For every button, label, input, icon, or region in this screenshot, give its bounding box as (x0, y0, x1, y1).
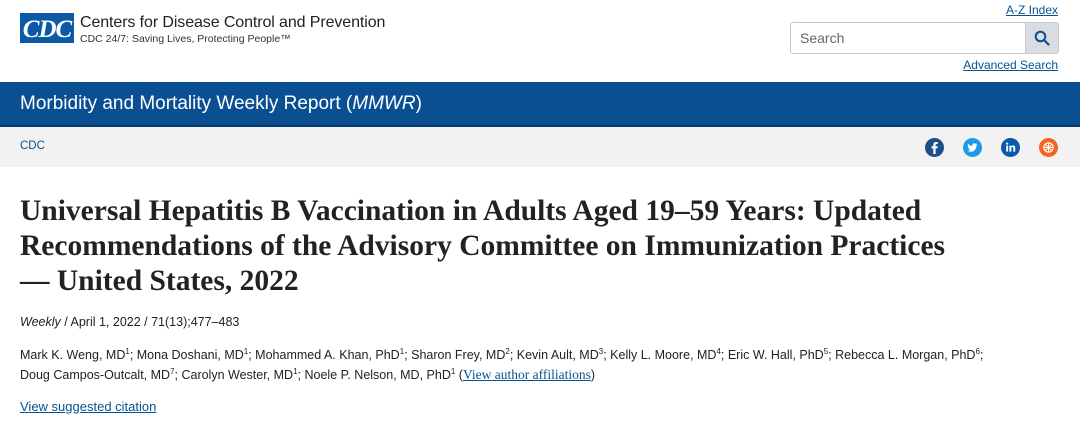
cdc-logo-mark: CDC (20, 13, 74, 43)
mmwr-title-prefix: Morbidity and Mortality Weekly Report ( (20, 93, 353, 114)
author: Kelly L. Moore, $MD^4$; (610, 346, 728, 362)
twitter-icon[interactable] (963, 138, 982, 157)
author: Eric W. Hall, PhD$^5$; (727, 346, 836, 362)
author: Kevin Ault, $MD^3$; (516, 346, 611, 362)
article-title-line: Universal Hepatitis B Vaccination in Adults Aged 19–59 Years: Updated (20, 195, 922, 227)
author: Doug Campos-Outcalt, $MD^7$; (20, 366, 182, 382)
social-share-bar (925, 138, 1058, 157)
author-list: Mark K. Weng, $MD^1$; Mona Doshani, $MD^1$; Mohammed A. Khan, PhD$^1$; Sharon Frey, $MD^2$; Kevin Ault, $MD^3$; Kelly L. Moore, $MD^4$; Eric W. Hall, PhD$^5$; Rebecca L. Morgan, PhD$^6$; Doug Campos-Outcalt, $MD^7$; Carolyn Wester, $MD^1$; Noele P. Nelson, MD, PhD$^1$ (View author affiliations) (20, 346, 984, 382)
breadcrumb-row (0, 127, 1080, 167)
cdc-logo-text (80, 13, 385, 46)
site-header (0, 0, 1080, 82)
facebook-icon[interactable] (925, 138, 944, 157)
author: Mona Doshani, $MD^1$; (136, 346, 256, 362)
author: Noele P. Nelson, MD, PhD$^1$ (304, 366, 456, 382)
az-index-link[interactable]: A-Z Index (1005, 3, 1058, 17)
mmwr-title[interactable] (20, 92, 422, 116)
search-icon (1034, 30, 1050, 46)
site-name: Centers for Disease Control and Prevention (80, 14, 386, 31)
author: Sharon Frey, $MD^2$; (411, 346, 517, 362)
view-suggested-citation-link[interactable]: View suggested citation (20, 399, 157, 414)
cdc-logo[interactable] (20, 13, 385, 46)
mmwr-title-suffix: ) (415, 93, 422, 114)
article-series: Weekly (20, 315, 61, 329)
syndicate-icon[interactable] (1039, 138, 1058, 157)
mmwr-title-bar (0, 82, 1080, 127)
search-input[interactable] (790, 22, 1025, 54)
author: Carolyn Wester, $MD^1$; (181, 366, 305, 382)
author: Rebecca L. Morgan, PhD$^6$; (835, 346, 984, 362)
author: Mohammed A. Khan, PhD$^1$; (255, 346, 412, 362)
breadcrumb-cdc[interactable]: CDC (20, 140, 45, 152)
view-author-affiliations-link[interactable]: View author affiliations (462, 367, 591, 382)
article-meta (20, 315, 239, 329)
article-title (20, 194, 1060, 299)
linkedin-icon[interactable] (1001, 138, 1020, 157)
article (0, 167, 1080, 425)
search-box (790, 22, 1059, 54)
advanced-search-link[interactable]: Advanced Search (963, 58, 1058, 72)
article-date-volume: / April 1, 2022 / 71(13);477–483 (60, 315, 240, 329)
author: Mark K. Weng, $MD^1$; (20, 346, 137, 362)
article-title-line: Recommendations of the Advisory Committee on Immunization Practices (20, 230, 946, 262)
site-tagline: CDC 24/7: Saving Lives, Protecting People™ (80, 33, 291, 45)
mmwr-title-abbr: MMWR (352, 93, 416, 114)
search-button[interactable] (1025, 22, 1059, 54)
article-title-line: — United States, 2022 (20, 265, 299, 297)
